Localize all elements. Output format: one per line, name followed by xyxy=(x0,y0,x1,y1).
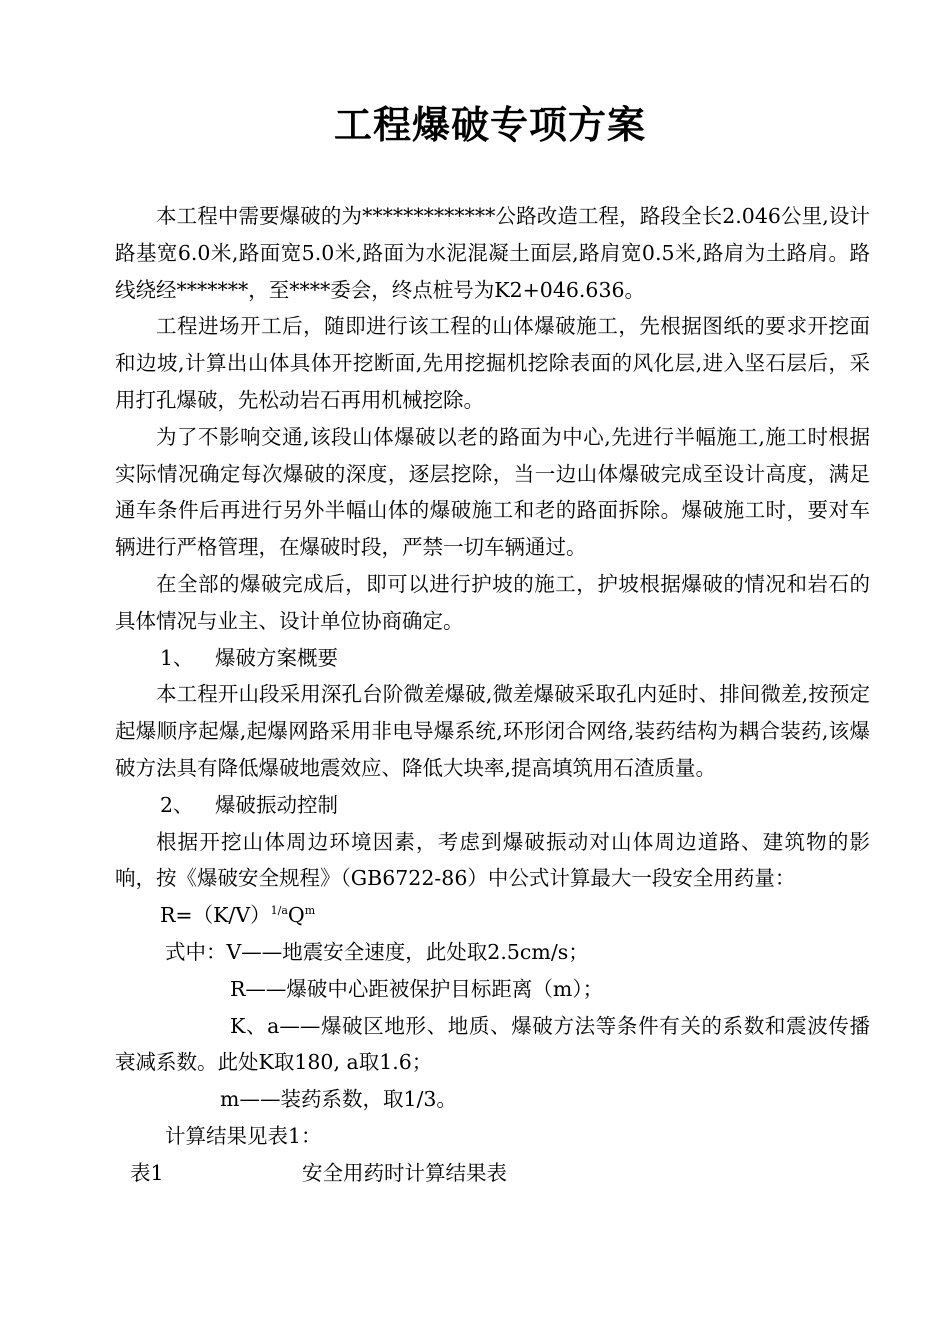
paragraph-project-overview: 本工程中需要爆破的为*************公路改造工程，路段全长2.046公里,设计路基宽6.0米,路面宽5.0米,路面为水泥混凝土面层,路肩宽0.5米,路肩为土路肩。路线绕经*******，至****委会，终点桩号为K2+046.636。 xyxy=(115,204,870,302)
paragraph-blasting-method: 本工程开山段采用深孔台阶微差爆破,微差爆破采取孔内延时、排间微差,按预定起爆顺序起爆,起爆网路采用非电导爆系统,环形闭合网络,装药结构为耦合装药,该爆破方法具有降低爆破地震效应、降低大块率,提高填筑用石渣质量。 xyxy=(115,682,870,780)
paragraph-traffic-control: 为了不影响交通,该段山体爆破以老的路面为中心,先进行半幅施工,施工时根据实际情况确定每次爆破的深度，逐层挖除，当一边山体爆破完成至设计高度，满足通车条件后再进行另外半幅山体的爆破施工和老的路面拆除。爆破施工时，要对车辆进行严格管理，在爆破时段，严禁一切车辆通过。 xyxy=(115,424,870,560)
formula xyxy=(115,897,870,934)
formula-main: R=（K/V） xyxy=(160,903,271,928)
section-number-1: 1、 xyxy=(160,645,194,670)
section-title-2: 爆破振动控制 xyxy=(215,792,338,817)
formula-q: Q xyxy=(287,903,305,928)
paragraph-slope-protection: 在全部的爆破完成后，即可以进行护坡的施工，护坡根据爆破的情况和岩石的具体情况与业主、设计单位协商确定。 xyxy=(115,571,870,633)
document-title: 工程爆破专项方案 xyxy=(333,103,646,147)
definition-r: R——爆破中心距被保护目标距离（m）； xyxy=(230,976,604,1001)
section-heading-2 xyxy=(115,787,870,824)
result-note: 计算结果见表1： xyxy=(165,1123,322,1148)
document-body xyxy=(115,198,870,1192)
paragraph-vibration-control: 根据开挖山体周边环境因素，考虑到爆破振动对山体周边道路、建筑物的影响，按《爆破安全规程》（GB6722-86）中公式计算最大一段安全用药量： xyxy=(115,829,870,891)
section-title-1: 爆破方案概要 xyxy=(215,645,338,670)
section-number-2: 2、 xyxy=(160,792,194,817)
formula-exponent: 1/a xyxy=(270,904,288,918)
definition-v: 式中：V——地震安全速度，此处取2.5cm/s； xyxy=(165,939,589,964)
paragraph-construction-start: 工程进场开工后，随即进行该工程的山体爆破施工，先根据图纸的要求开挖面和边坡,计算出山体具体开挖断面,先用挖掘机挖除表面的风化层,进入坚石层后，采用打孔爆破，先松动岩石再用机械挖除。 xyxy=(115,314,870,412)
formula-q-exponent: m xyxy=(304,904,316,918)
table-caption-title: 安全用药时计算结果表 xyxy=(302,1160,507,1185)
table-caption-label: 表1 xyxy=(130,1160,164,1185)
definition-m: m——装药系数，取1/3。 xyxy=(220,1087,457,1112)
section-heading-1 xyxy=(115,640,870,677)
table-caption xyxy=(115,1155,870,1192)
definition-k-a: K、a——爆破区地形、地质、爆破方法等条件有关的系数和震波传播衰减系数。此处K取180, a取1.6； xyxy=(115,1013,870,1075)
